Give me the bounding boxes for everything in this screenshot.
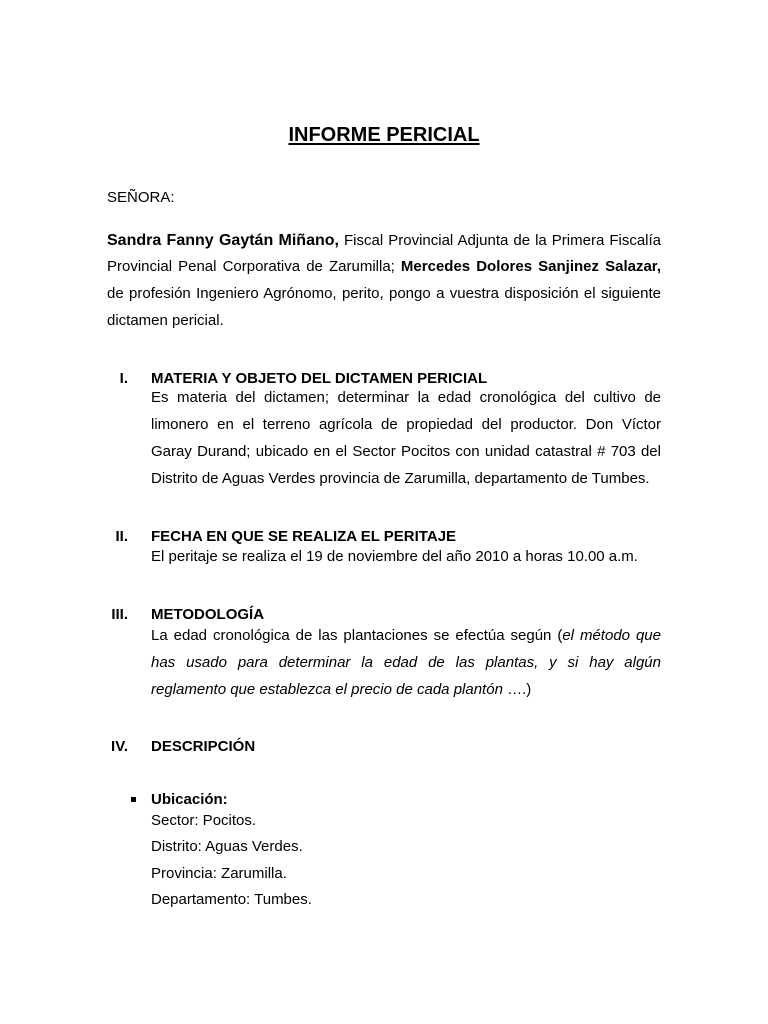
document-title: INFORME PERICIAL: [288, 124, 480, 146]
addressee-office: Provincial Penal Corporativa de Zarumilla;: [107, 258, 401, 275]
intro-line-1: [107, 232, 661, 250]
section-4-numeral: IV.: [111, 738, 128, 755]
section-3-numeral: III.: [111, 606, 128, 623]
expert-name: Mercedes Dolores Sanjinez Salazar,: [400, 258, 661, 275]
section-3-text: La edad cronológica de las plantaciones se efectúa según (: [151, 627, 563, 644]
location-item: Departamento: Tumbes.: [151, 891, 312, 908]
location-item: Provincia: Zarumilla.: [151, 865, 287, 882]
document-title-block: [0, 123, 768, 147]
location-item: Sector: Pocitos.: [151, 812, 257, 829]
section-4-heading: DESCRIPCIÓN: [151, 738, 256, 755]
section-1-line: Distrito de Aguas Verdes provincia de Zarumilla, departamento de Tumbes.: [151, 470, 650, 487]
section-1-line: Es materia del dictamen; determinar la edad cronológica del cultivo de: [151, 389, 661, 406]
section-2-numeral: II.: [115, 528, 128, 545]
section-1-heading: MATERIA Y OBJETO DEL DICTAMEN PERICIAL: [151, 370, 488, 387]
intro-line-4: dictamen pericial.: [107, 312, 224, 329]
salutation: SEÑORA:: [107, 189, 175, 206]
section-2-line: El peritaje se realiza el 19 de noviembre del año 2010 a horas 10.00 a.m.: [151, 548, 638, 565]
section-1-numeral: I.: [119, 370, 128, 387]
section-2-heading: FECHA EN QUE SE REALIZA EL PERITAJE: [151, 528, 457, 545]
section-3-italic-text: reglamento que establezca el precio de cada plantón: [151, 681, 503, 698]
section-3-italic-text: el método que: [562, 627, 661, 644]
section-3-line: [151, 681, 661, 699]
section-3-line: [151, 627, 661, 645]
location-label: Ubicación:: [151, 791, 228, 808]
section-3-line: [151, 654, 661, 672]
intro-line-3: de profesión Ingeniero Agrónomo, perito, pongo a vuestra disposición el siguiente: [107, 285, 661, 302]
section-3-italic-text: has usado para determinar la edad de las plantas, y si hay algún: [151, 654, 661, 671]
section-3-heading: METODOLOGÍA: [151, 606, 265, 623]
intro-line-2: [107, 258, 661, 276]
section-3-text: ….): [502, 681, 532, 698]
section-1-line: Garay Durand; ubicado en el Sector Pocitos con unidad catastral # 703 del: [151, 443, 661, 460]
location-item: Distrito: Aguas Verdes.: [151, 838, 303, 855]
square-bullet-icon: [131, 797, 136, 802]
section-1-line: limonero en el terreno agrícola de propiedad del productor. Don Víctor: [151, 416, 661, 433]
addressee-role: Fiscal Provincial Adjunta de la Primera Fiscalía: [338, 232, 662, 249]
addressee-name: Sandra Fanny Gaytán Miñano,: [107, 232, 339, 249]
